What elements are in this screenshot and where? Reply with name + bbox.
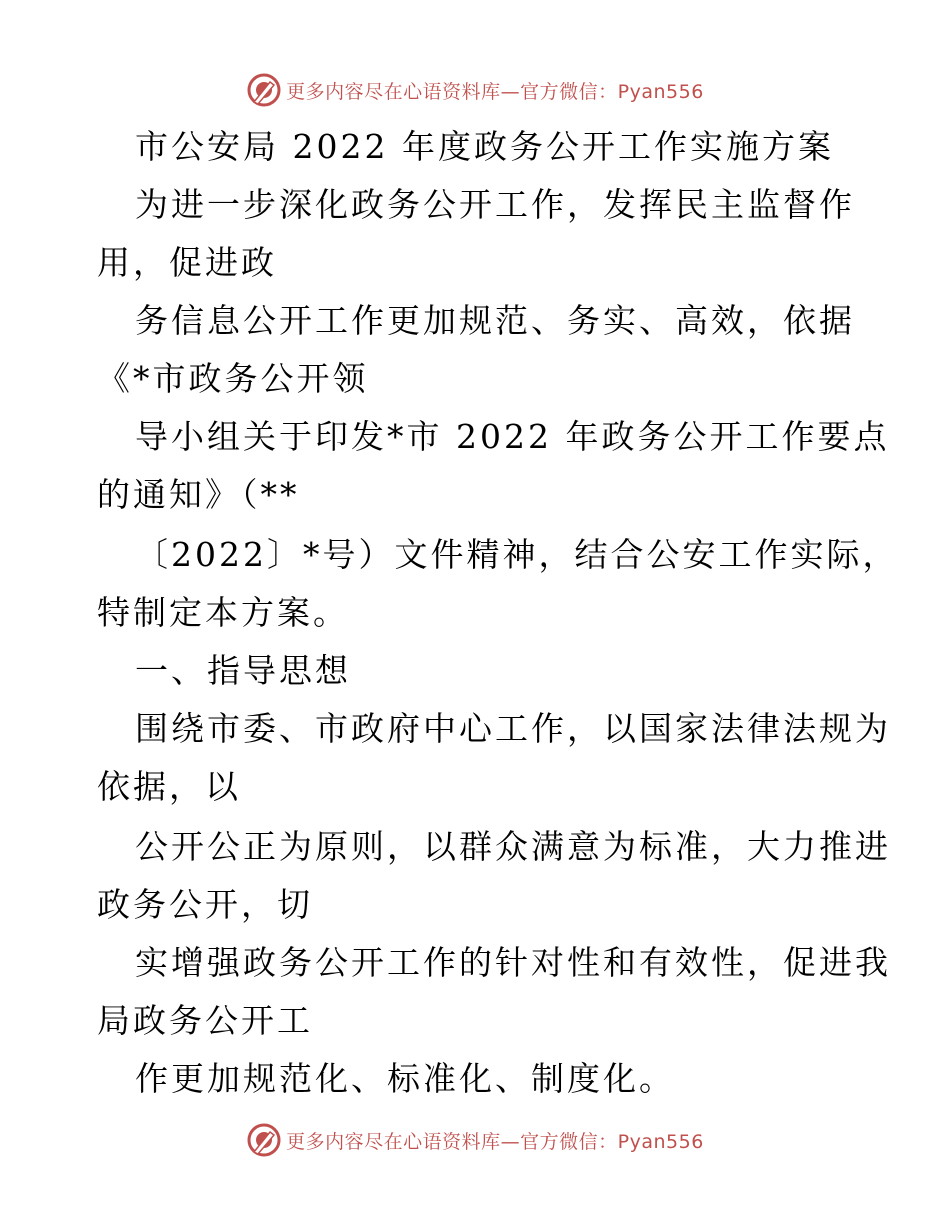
header-banner-text: 更多内容尽在心语资料库—官方微信：Pyan556 xyxy=(286,80,704,103)
header-banner xyxy=(0,70,950,110)
paragraph-line: 用，促进政 xyxy=(97,243,277,282)
red-circle-pen-logo-icon xyxy=(246,72,282,108)
paragraph-line: 公开公正为原则，以群众满意为标准，大力推进 xyxy=(135,827,891,866)
paragraph-line: 《*市政务公开领 xyxy=(97,359,369,398)
paragraph-line: 作更加规范化、标准化、制度化。 xyxy=(135,1059,675,1098)
document-title: 市公安局 2022 年度政务公开工作实施方案 xyxy=(135,127,834,166)
paragraph-line: 为进一步深化政务公开工作，发挥民主监督作 xyxy=(135,185,855,224)
red-circle-pen-logo-icon xyxy=(246,1122,282,1158)
section-heading: 一、指导思想 xyxy=(135,651,351,690)
paragraph-line: 依据，以 xyxy=(97,767,241,806)
paragraph-line: 导小组关于印发*市 2022 年政务公开工作要点 xyxy=(135,417,890,456)
paragraph-line: 〔2022〕*号）文件精神，结合公安工作实际， xyxy=(135,535,899,574)
paragraph-line: 特制定本方案。 xyxy=(97,593,349,632)
footer-banner xyxy=(0,1120,950,1160)
footer-banner-text: 更多内容尽在心语资料库—官方微信：Pyan556 xyxy=(286,1130,704,1153)
paragraph-line: 务信息公开工作更加规范、务实、高效，依据 xyxy=(135,301,855,340)
paragraph-line: 围绕市委、市政府中心工作，以国家法律法规为 xyxy=(135,709,891,748)
paragraph-line: 政务公开，切 xyxy=(97,885,313,924)
paragraph-line: 局政务公开工 xyxy=(97,1001,313,1040)
paragraph-line: 实增强政务公开工作的针对性和有效性，促进我 xyxy=(135,943,891,982)
paragraph-line: 的通知》（** xyxy=(97,475,300,514)
